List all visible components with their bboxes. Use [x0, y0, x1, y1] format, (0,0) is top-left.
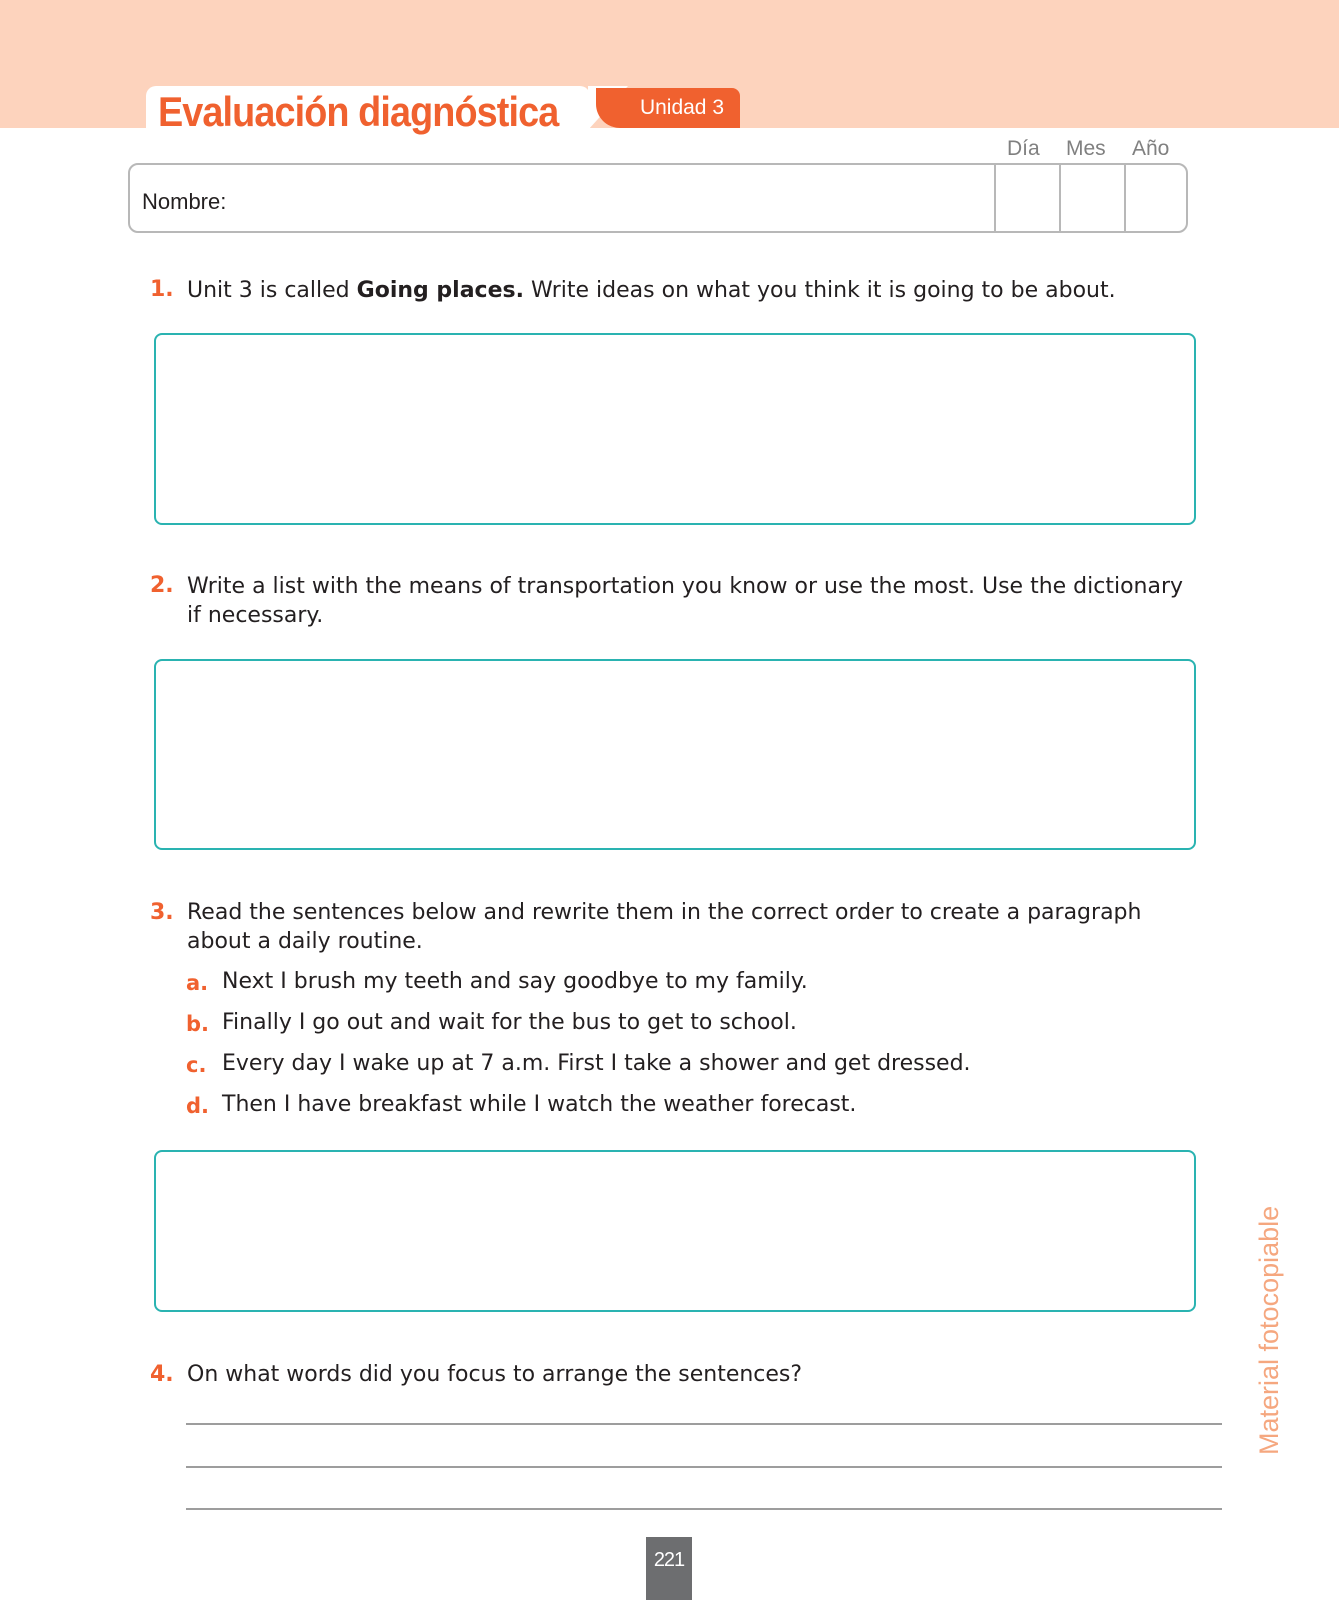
option-d-letter: d. — [186, 1094, 210, 1118]
question-3-answer-box[interactable] — [154, 1150, 1196, 1312]
question-1-unit-name: Going places. — [356, 278, 524, 303]
option-b-letter: b. — [186, 1012, 210, 1036]
question-1-answer-box[interactable] — [154, 333, 1196, 525]
unit-badge — [596, 88, 740, 128]
name-label: Nombre: — [142, 189, 227, 214]
answer-line-1[interactable] — [186, 1423, 1222, 1425]
day-label: Día — [1007, 137, 1040, 160]
question-3-number: 3. — [150, 900, 174, 925]
option-d-text: Then I have breakfast while I watch the weather forecast. — [222, 1092, 857, 1117]
option-b-text: Finally I go out and wait for the bus to get to school. — [222, 1010, 797, 1035]
photocopiable-label: Material fotocopiable — [1254, 1205, 1284, 1455]
question-1-text-after: Write ideas on what you think it is going to be about. — [523, 278, 1116, 303]
question-4-text: On what words did you focus to arrange the sentences? — [187, 1362, 803, 1387]
question-2-line-2: if necessary. — [187, 603, 324, 628]
question-1-text — [187, 276, 1116, 306]
page-number — [646, 1537, 692, 1600]
option-c-letter: c. — [186, 1053, 207, 1077]
month-divider — [1059, 165, 1061, 231]
question-3-line-2: about a daily routine. — [187, 929, 423, 954]
question-4-number: 4. — [150, 1362, 174, 1387]
day-divider — [994, 165, 996, 231]
page-number-text: 221 — [653, 1549, 685, 1571]
option-c-text: Every day I wake up at 7 a.m. First I take a shower and get dressed. — [222, 1051, 971, 1076]
year-label: Año — [1132, 137, 1170, 160]
month-label: Mes — [1066, 137, 1106, 160]
answer-line-3[interactable] — [186, 1508, 1222, 1510]
question-3-line-1: Read the sentences below and rewrite them in the correct order to create a paragraph — [187, 900, 1142, 925]
year-divider — [1124, 165, 1126, 231]
option-a-letter: a. — [186, 971, 209, 995]
question-2-answer-box[interactable] — [154, 659, 1196, 850]
option-a-text: Next I brush my teeth and say goodbye to my family. — [222, 969, 808, 994]
page-title: Evaluación diagnóstica — [158, 88, 559, 135]
question-2-line-1: Write a list with the means of transportation you know or use the most. Use the dictionary — [187, 574, 1184, 599]
answer-line-2[interactable] — [186, 1466, 1222, 1468]
unit-label: Unidad 3 — [639, 96, 724, 119]
name-date-box — [128, 163, 1188, 233]
question-1-number: 1. — [150, 277, 174, 302]
question-2-number: 2. — [150, 573, 174, 598]
question-1-text-before: Unit 3 is called — [187, 278, 357, 303]
